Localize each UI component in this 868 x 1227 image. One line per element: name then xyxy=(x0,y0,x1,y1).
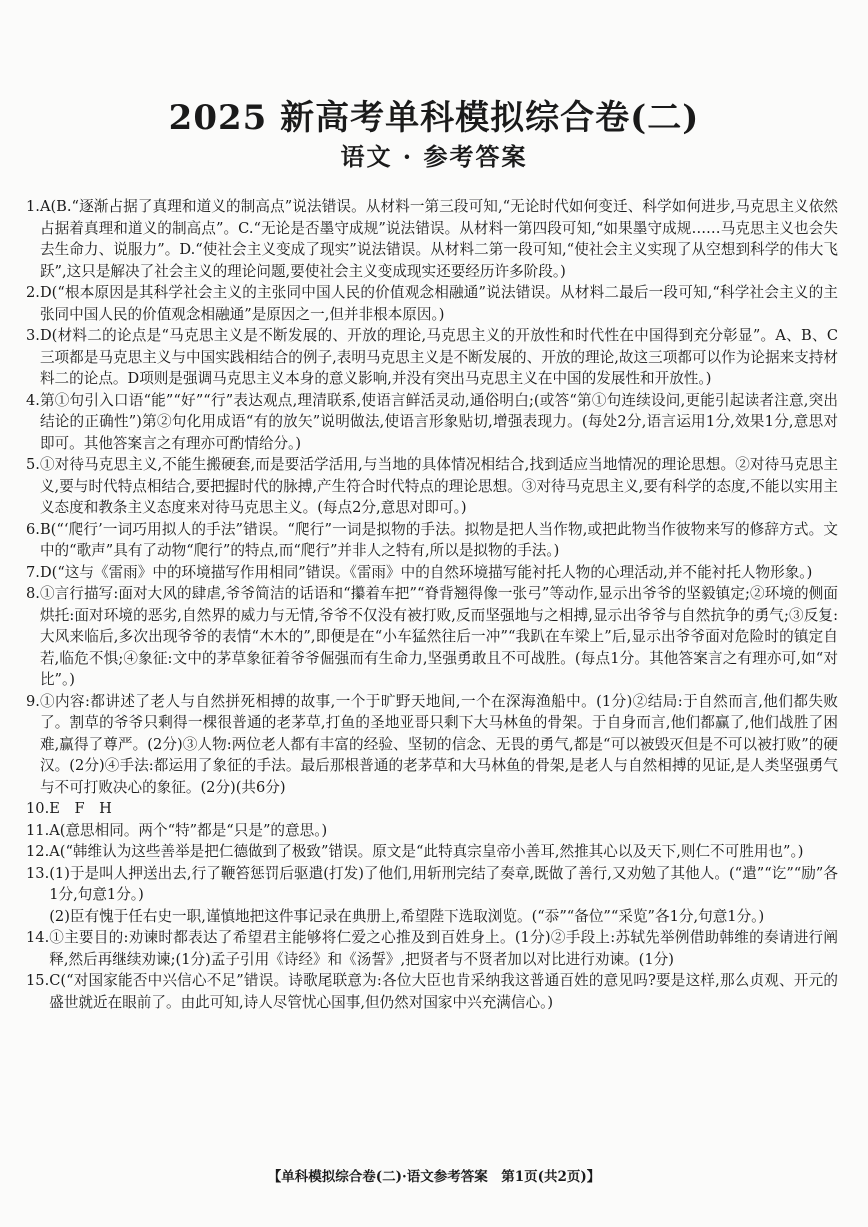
answer-item xyxy=(26,196,838,282)
answer-text xyxy=(40,454,838,519)
answer-item xyxy=(26,970,838,1013)
answer-list xyxy=(26,196,838,1013)
answer-text xyxy=(40,325,838,390)
answer-item xyxy=(26,583,838,691)
answer-item xyxy=(26,863,838,928)
answer-text xyxy=(49,841,838,863)
answer-number: 10. xyxy=(26,800,50,817)
answer-line: D(材料二的论点是“马克思主义是不断发展的、开放的理论,马克思主义的开放性和时代性在中国得到充分彰显”。A、B、C三项都是马克思主义与中国实践相结合的例子,表明马克思主义是不断发展的、开放的理论,故这三项都可以作为论据来支持材料二的论点。D项则是强调马克思主义本身的意义影响,并没有突出马克思主义在中国的发展性和开放性。) xyxy=(39,327,838,387)
answer-line: A(意思相同。两个“特”都是“只是”的意思。) xyxy=(49,821,328,839)
answer-line: D(“根本原因是其科学社会主义的主张同中国人民的价值观念相融通”说法错误。从材料二最后一段可知,“科学社会主义的主张同中国人民的价值观念相融通”是原因之一,但并非根本原因。) xyxy=(39,284,838,323)
answer-item xyxy=(26,325,838,390)
answer-text xyxy=(49,927,838,970)
answer-text xyxy=(40,282,838,325)
answer-item xyxy=(26,841,838,863)
answer-text xyxy=(49,970,838,1013)
answer-line: A(“韩维认为这些善举是把仁德做到了极致”错误。原文是“此特真宗皇帝小善耳,然推其心以及天下,则仁不可胜用也”。) xyxy=(49,843,804,860)
answer-item xyxy=(26,282,838,325)
answer-item xyxy=(26,798,838,820)
answer-item xyxy=(26,390,838,455)
answer-text xyxy=(49,863,838,928)
answer-line: ①主要目的:劝谏时都表达了希望君主能够将仁爱之心推及到百姓身上。(1分)②手段上:苏轼先举例借助韩维的奏请进行阐释,然后再继续劝谏;(1分)孟子引用《诗经》和《汤誓》,把贤者与不贤者加以对比进行劝谏。(1分) xyxy=(49,929,838,968)
answer-text xyxy=(40,562,838,584)
answer-number: 14. xyxy=(26,929,50,946)
answer-text xyxy=(40,196,838,282)
answer-item xyxy=(26,454,838,519)
answer-item xyxy=(26,519,838,562)
answer-number: 2. xyxy=(26,284,40,301)
answer-number: 6. xyxy=(26,520,40,538)
answer-line: C(“对国家能否中兴信心不足”错误。诗歌尾联意为:各位大臣也肯采纳我这普通百姓的意见吗?要是这样,那么贞观、开元的盛世就近在眼前了。由此可知,诗人尽管忧心国事,但仍然对国家中兴充满信心。) xyxy=(49,972,838,1011)
answer-line: (2)臣有愧于任右史一职,谨慎地把这件事记录在典册上,希望陛下选取浏览。(“忝”“备位”“采览”各1分,句意1分。) xyxy=(49,907,765,925)
answer-text xyxy=(40,691,838,799)
answer-number: 13. xyxy=(26,864,50,882)
answer-line: B(“‘爬行’一词巧用拟人的手法”错误。“爬行”一词是拟物的手法。拟物是把人当作物,或把此物当作彼物来写的修辞方式。文中的“歌声”具有了动物“爬行”的特点,而“爬行”并非人之特有,所以是拟物的手法。) xyxy=(39,520,838,559)
answer-text xyxy=(40,583,838,691)
answer-line: 第①句引入口语“能”“好”“行”表达观点,理清联系,使语言鲜活灵动,通俗明白;(或答“第①句连续设问,更能引起读者注意,突出结论的正确性”)第②句化用成语“有的放矢”说明做法,使语言形象贴切,增强表现力。(每处2分,语言运用1分,效果1分,意思对即可。其他答案言之有理亦可酌情给分。) xyxy=(39,391,838,452)
answer-number: 7. xyxy=(26,563,40,581)
answer-line: D(“这与《雷雨》中的环境描写作用相同”错误。《雷雨》中的自然环境描写能衬托人物的心理活动,并不能衬托人物形象。) xyxy=(39,563,813,581)
page-footer: 【单科模拟综合卷(二)·语文参考答案 第1页(共2页)】 xyxy=(267,1169,601,1185)
answer-item xyxy=(26,927,838,970)
answer-line: ①内容:都讲述了老人与自然拼死相搏的故事,一个于旷野天地间,一个在深海渔船中。(1分)②结局:于自然而言,他们都失败了。割草的爷爷只剩得一棵很普通的老茅草,打鱼的圣地亚哥只剩下大马林鱼的骨架。于自身而言,他们都赢了,他们战胜了困难,赢得了尊严。(2分)③人物:两位老人都有丰富的经验、坚韧的信念、无畏的勇气,都是“可以被毁灭但是不可以被打败”的硬汉。(2分)④手法:都运用了象征的手法。最后那根普通的老茅草和大马林鱼的骨架,是老人与自然相搏的见证,是人类坚强勇气与不可打败决心的象征。(2分)(共6分) xyxy=(39,692,838,796)
answer-number: 11. xyxy=(26,821,50,839)
answer-line: E F H xyxy=(49,800,112,817)
answer-text xyxy=(40,390,838,455)
answer-item xyxy=(26,820,838,842)
answer-item xyxy=(26,562,838,584)
answer-text xyxy=(49,820,838,842)
answer-text xyxy=(49,798,838,820)
answer-line: ①对待马克思主义,不能生搬硬套,而是要活学活用,与当地的具体情况相结合,找到适应当地情况的理论思想。②对待马克思主义,要与时代特点相结合,要把握时代的脉搏,产生符合时代特点的理论思想。③对待马克思主义,要有科学的态度,不能以实用主义态度和教条主义态度来对待马克思主义。(每点2分,意思对即可。) xyxy=(39,456,838,516)
answer-number: 9. xyxy=(26,692,40,710)
answer-number: 12. xyxy=(26,843,50,860)
answer-line: (1)于是叫人押送出去,行了鞭笞惩罚后驱遣(打发)了他们,用斩刑完结了奏章,既做了善行,又劝勉了其他人。(“遣”“讫”“励”各1分,句意1分。) xyxy=(49,864,838,903)
answer-line: ①言行描写:面对大风的肆虐,爷爷简洁的话语和“攥着车把”“脊背翘得像一张弓”等动作,显示出爷爷的坚毅镇定;②环境的侧面烘托:面对环境的恶劣,自然界的威力与无情,爷爷不仅没有被打败,反而坚强地与之相搏,显示出爷爷与自然抗争的勇气;③反复:大风来临后,多次出现爷爷的表情“木木的”,即便是在“小车猛然往后一冲”“我趴在车梁上”后,显示出爷爷面对危险时的镇定自若,临危不惧;④象征:文中的茅草象征着爷爷倔强而有生命力,坚强勇敢且不可战胜。(每点1分。其他答案言之有理亦可,如“对比”。) xyxy=(39,585,838,688)
answer-number: 8. xyxy=(26,585,40,602)
answer-line: A(B.“逐渐占据了真理和道义的制高点”说法错误。从材料一第三段可知,“无论时代如何变迁、科学如何进步,马克思主义依然占据着真理和道义的制高点”。C.“无论是否墨守成规”说法错误。从材料一第四段可知,“如果墨守成规……马克思主义也会失去生命力、说服力”。D.“使社会主义变成了现实”说法错误。从材料二第一段可知,“使社会主义实现了从空想到科学的伟大飞跃”,这只是解决了社会主义的理论问题,要使社会主义变成现实还要经历许多阶段。) xyxy=(39,198,838,280)
answer-number: 3. xyxy=(26,327,40,344)
answer-number: 5. xyxy=(26,456,40,473)
answer-number: 1. xyxy=(26,198,40,215)
page-title: 2025 新高考单科模拟综合卷(二) xyxy=(168,98,700,138)
answer-number: 15. xyxy=(26,972,50,989)
answer-item xyxy=(26,691,838,799)
answer-number: 4. xyxy=(26,391,40,409)
answer-text xyxy=(40,519,838,562)
page-subtitle: 语文 · 参考答案 xyxy=(340,142,528,171)
